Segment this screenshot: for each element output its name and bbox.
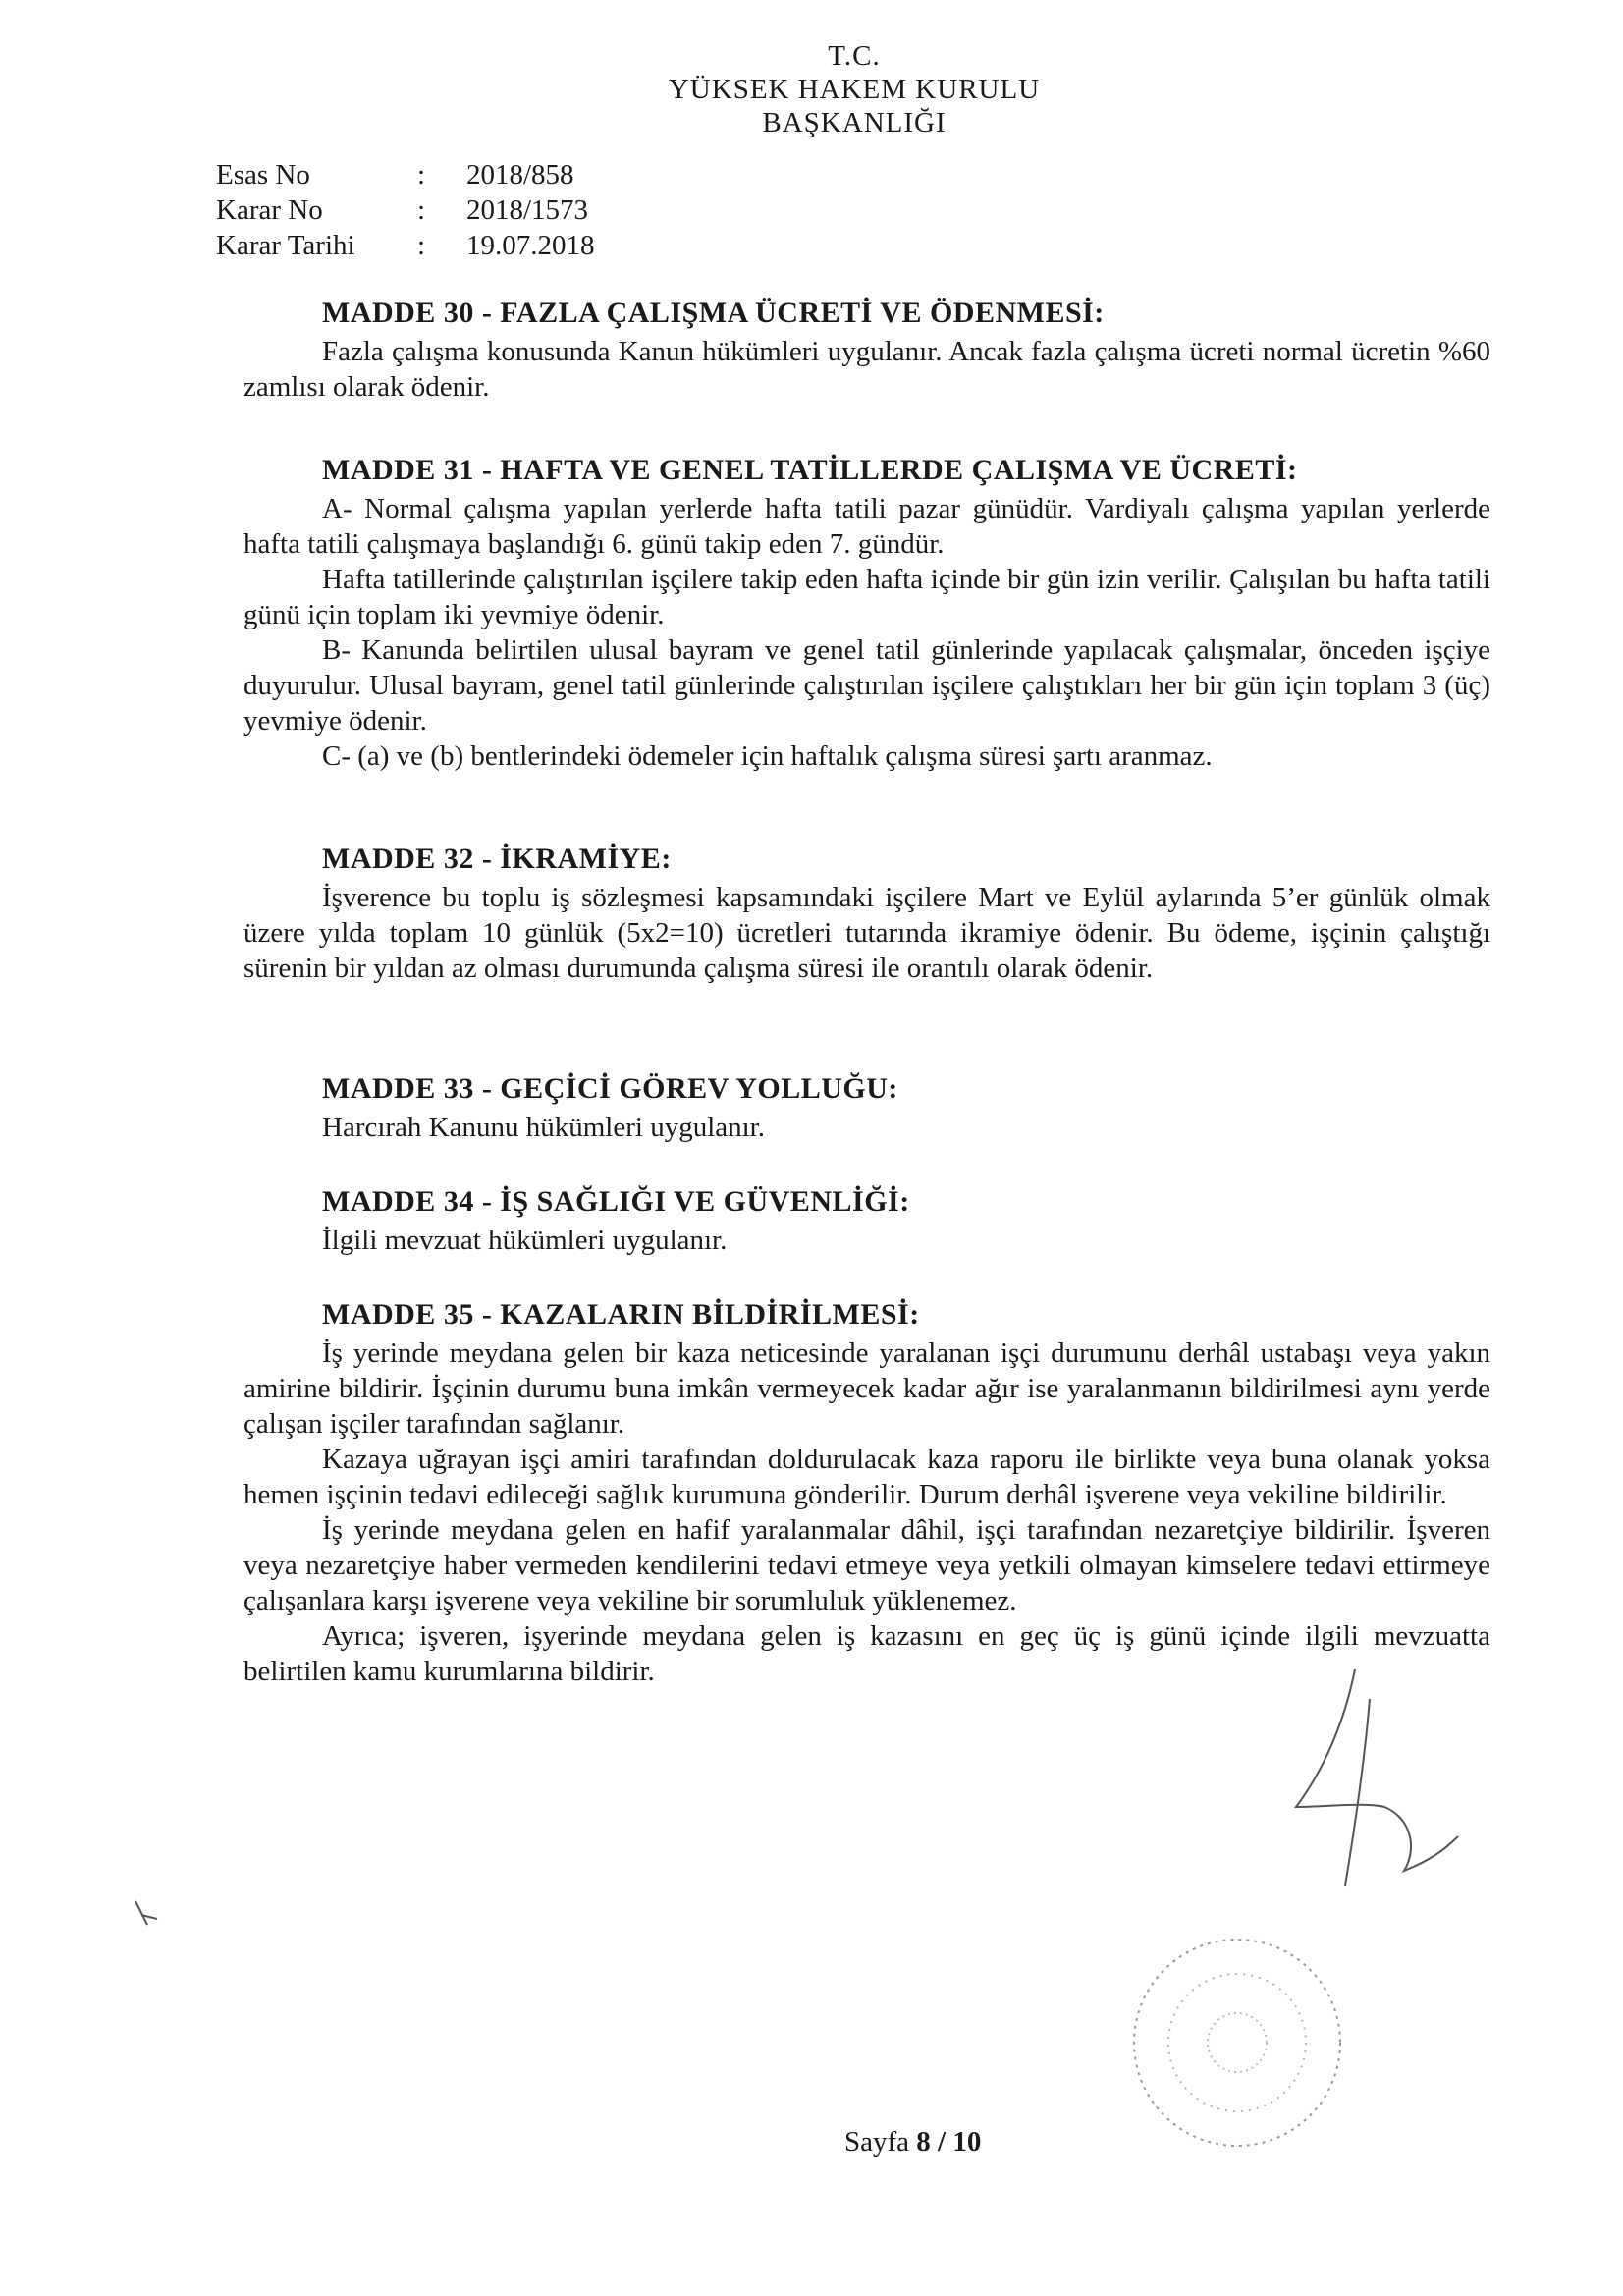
article-title: MADDE 34 - İŞ SAĞLIĞI VE GÜVENLİĞİ: xyxy=(322,1185,910,1218)
meta-separator: : xyxy=(417,194,426,226)
article-title: MADDE 32 - İKRAMİYE: xyxy=(322,843,672,875)
meta-row-karar xyxy=(216,192,595,228)
signature-mark xyxy=(1237,1660,1473,1920)
meta-separator: : xyxy=(417,230,426,261)
article-31 xyxy=(243,452,1490,774)
margin-mark xyxy=(128,1895,167,1940)
meta-key: Karar No xyxy=(216,194,323,226)
article-paragraph: Fazla çalışma konusunda Kanun hükümleri uygulanır. Ancak fazla çalışma ücreti normal ücretin %60 zamlısı olarak ödenir. xyxy=(243,336,1490,403)
header-line-tc: T.C. xyxy=(828,40,881,72)
document-header xyxy=(589,39,1119,139)
article-title: MADDE 31 - HAFTA VE GENEL TATİLLERDE ÇALIŞMA VE ÜCRETİ: xyxy=(322,454,1298,486)
article-title: MADDE 33 - GEÇİCİ GÖREV YOLLUĞU: xyxy=(322,1072,898,1105)
article-paragraph: İlgili mevzuat hükümleri uygulanır. xyxy=(322,1225,728,1256)
page-footer xyxy=(844,2126,981,2159)
article-title: MADDE 30 - FAZLA ÇALIŞMA ÜCRETİ VE ÖDENMESİ: xyxy=(322,297,1105,329)
page-label: Sayfa xyxy=(844,2126,917,2158)
header-line-presidency: BAŞKANLIĞI xyxy=(762,107,947,138)
article-33 xyxy=(243,1070,1490,1145)
meta-value: 2018/858 xyxy=(466,159,574,191)
article-paragraph: Hafta tatillerinde çalıştırılan işçilere takip eden hafta içinde bir gün izin verilir. Çalışılan bu hafta tatili günü için toplam iki yevmiye ödenir. xyxy=(243,564,1490,630)
article-paragraph: İşverence bu toplu iş sözleşmesi kapsamındaki işçilere Mart ve Eylül aylarında 5’er günlük olmak üzere yılda toplam 10 günlük (5x2=10) ücretleri tutarında ikramiye ödenir. Bu ödeme, işçinin çalıştığı sürenin bir yıldan az olması durumunda çalışma süresi ile orantılı olarak ödenir. xyxy=(243,882,1490,984)
article-35 xyxy=(243,1296,1490,1689)
meta-row-tarih xyxy=(216,228,595,263)
article-paragraph: Harcırah Kanunu hükümleri uygulanır. xyxy=(322,1112,765,1143)
header-line-institution: YÜKSEK HAKEM KURULU xyxy=(668,74,1041,105)
article-title: MADDE 35 - KAZALARIN BİLDİRİLMESİ: xyxy=(322,1298,920,1331)
article-paragraph: İş yerinde meydana gelen bir kaza neticesinde yaralanan işçi durumunu derhâl ustabaşı veya yakın amirine bildirir. İşçinin durumu buna imkân vermeyecek kadar ağır ise yaralanmanın bildirilmesi aynı yerde çalışan işçiler tarafından sağlanır. xyxy=(243,1338,1490,1440)
case-metadata xyxy=(216,157,595,263)
meta-key: Karar Tarihi xyxy=(216,230,355,261)
article-paragraph: Kazaya uğrayan işçi amiri tarafından doldurulacak kaza raporu ile birlikte veya buna olanak yoksa hemen işçinin tedavi edileceği sağlık kurumuna gönderilir. Durum derhâl işverene veya vekiline bildirilir. xyxy=(243,1444,1490,1510)
article-34 xyxy=(243,1183,1490,1258)
meta-separator: : xyxy=(417,159,426,191)
meta-value: 19.07.2018 xyxy=(466,230,595,261)
article-30 xyxy=(243,295,1490,405)
article-paragraph: Ayrıca; işveren, işyerinde meydana gelen iş kazasını en geç üç iş günü içinde ilgili mevzuatta belirtilen kamu kurumlarına bildirir. xyxy=(243,1620,1490,1687)
article-32 xyxy=(243,841,1490,986)
article-paragraph: B- Kanunda belirtilen ulusal bayram ve genel tatil günlerinde yapılacak çalışmalar, önceden işçiye duyurulur. Ulusal bayram, genel tatil günlerinde çalıştırılan işçilere çalıştıkları her bir gün için toplam 3 (üç) yevmiye ödenir. xyxy=(243,634,1490,737)
meta-key: Esas No xyxy=(216,159,310,191)
article-paragraph: İş yerinde meydana gelen en hafif yaralanmalar dâhil, işçi tarafından nezaretçiye bildirilir. İşveren veya nezaretçiye haber vermeden kendilerini tedavi etmeye veya yetkili olmayan kimselere tedavi ettirmeye çalışanlara karşı işverene veya vekiline bir sorumluluk yüklenemez. xyxy=(243,1514,1490,1616)
official-stamp xyxy=(1119,1925,1355,2165)
article-paragraph: A- Normal çalışma yapılan yerlerde hafta tatili pazar günüdür. Vardiyalı çalışma yapılan yerlerde hafta tatili çalışmaya başlandığı 6. günü takip eden 7. gündür. xyxy=(243,493,1490,560)
article-paragraph: C- (a) ve (b) bentlerindeki ödemeler için haftalık çalışma süresi şartı aranmaz. xyxy=(322,740,1213,772)
meta-row-esas xyxy=(216,157,595,192)
meta-value: 2018/1573 xyxy=(466,194,589,226)
page-number: 8 / 10 xyxy=(916,2126,982,2158)
